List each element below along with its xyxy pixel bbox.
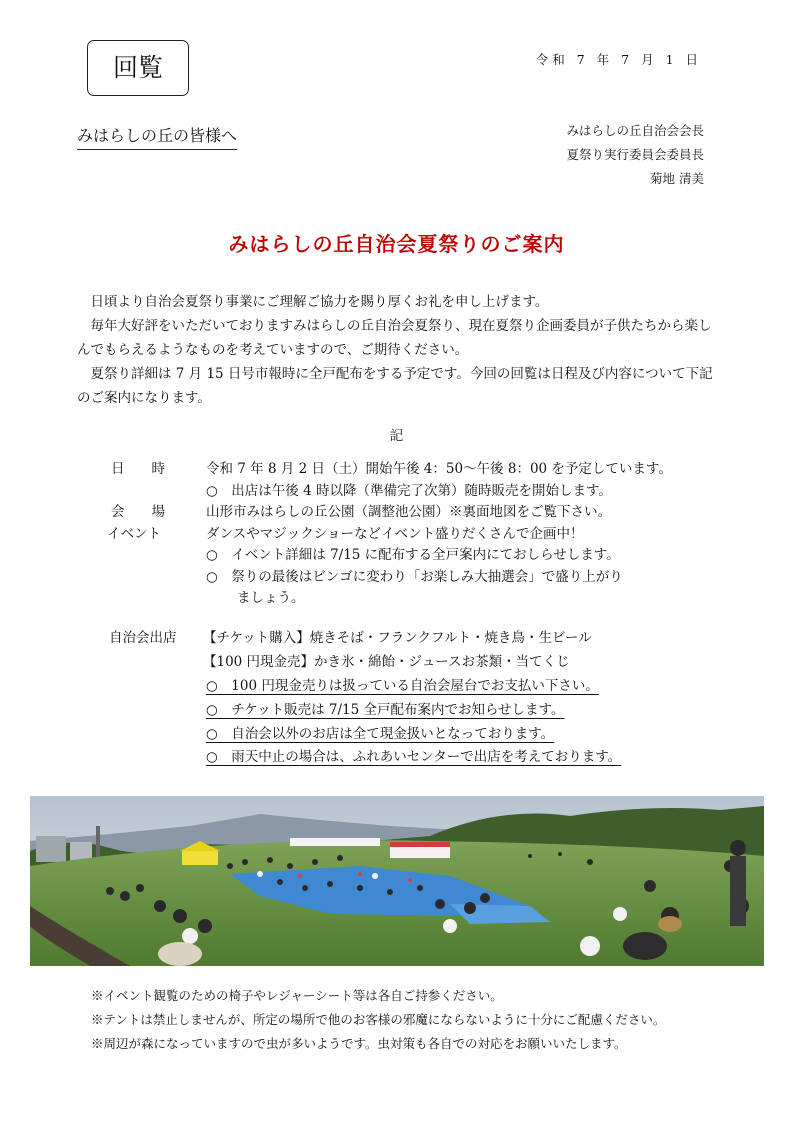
- sender-name: 菊地 清美: [650, 171, 704, 186]
- stalls-note-1: ○ 100 円現金売りは扱っている自治会屋台でお支払い下さい。: [206, 678, 599, 694]
- datetime-value: 令和 7 年 8 月 2 日（土）開始午後 4：50～午後 8：00 を予定しています。: [206, 461, 672, 477]
- sender-org: みはらしの丘自治会会長: [566, 123, 704, 138]
- stalls-note-2: ○ チケット販売は 7/15 全戸配布案内でお知らせします。: [206, 702, 565, 718]
- note-1: ※イベント観覧のための椅子やレジャーシート等は各自ご持参ください。: [91, 988, 503, 1003]
- document-title: みはらしの丘自治会夏祭りのご案内: [228, 232, 565, 256]
- event-note-1: ○ イベント詳細は 7/15 に配布する全戸案内にておしらせします。: [206, 547, 620, 563]
- stalls-label: 自治会出店: [109, 630, 177, 646]
- intro-text: [77, 290, 719, 410]
- datetime-note: ○ 出店は午後 4 時以降（準備完了次第）随時販売を開始します。: [206, 483, 612, 499]
- addressee: みはらしの丘の皆様へ: [77, 123, 237, 150]
- note-3: ※周辺が森になっていますので虫が多いようです。虫対策も各自での対応をお願いいたします。: [91, 1036, 627, 1051]
- sender-block: [566, 119, 704, 191]
- notes: [91, 984, 665, 1056]
- event-value: ダンスやマジックショーなどイベント盛りだくさんで企画中！: [206, 526, 584, 542]
- venue-value: 山形市みはらしの丘公園（調整池公園）※裏面地図をご覧下さい。: [206, 504, 611, 520]
- circulation-stamp: 回覧: [87, 40, 189, 96]
- stalls-ticket: 【チケット購入】焼きそば・フランクフルト・焼き鳥・生ビール: [203, 630, 592, 646]
- datetime-label: 日 時: [111, 461, 165, 477]
- sender-committee: 夏祭り実行委員会委員長: [566, 147, 704, 162]
- intro-paragraph-1: 日頃より自治会夏祭り事業にご理解ご協力を賜り厚くお礼を申し上げます。: [90, 294, 549, 310]
- venue-label: 会 場: [111, 504, 165, 520]
- intro-paragraph-3: 夏祭り詳細は 7 月 15 日号市報時に全戸配布をする予定です。今回の回覧は日程及び内容について下記のご案内になります。: [77, 366, 713, 406]
- ki-marker: 記: [389, 428, 404, 444]
- event-label: イベント: [107, 526, 161, 542]
- note-2: ※テントは禁止しませんが、所定の場所で他のお客様の邪魔にならないように十分にご配慮ください。: [91, 1012, 666, 1027]
- issue-date: 令和 7 年 7 月 1 日: [535, 52, 702, 67]
- festival-photo: [30, 796, 764, 966]
- event-note-2-continued: ましょう。: [237, 590, 305, 606]
- stalls-cash: 【100 円現金売】かき氷・綿飴・ジュースお茶類・当てくじ: [203, 654, 570, 670]
- stalls-note-4: ○ 雨天中止の場合は、ふれあいセンターで出店を考えております。: [206, 749, 622, 765]
- event-note-2: ○ 祭りの最後はビンゴに変わり「お楽しみ大抽選会」で盛り上がり: [206, 569, 623, 585]
- intro-paragraph-2: 毎年大好評をいただいておりますみはらしの丘自治会夏祭り、現在夏祭り企画委員が子供たちから楽しんでもらえるようなものを考えていますので、ご期待ください。: [77, 318, 712, 358]
- stalls-note-3: ○ 自治会以外のお店は全て現金扱いとなっております。: [206, 726, 555, 742]
